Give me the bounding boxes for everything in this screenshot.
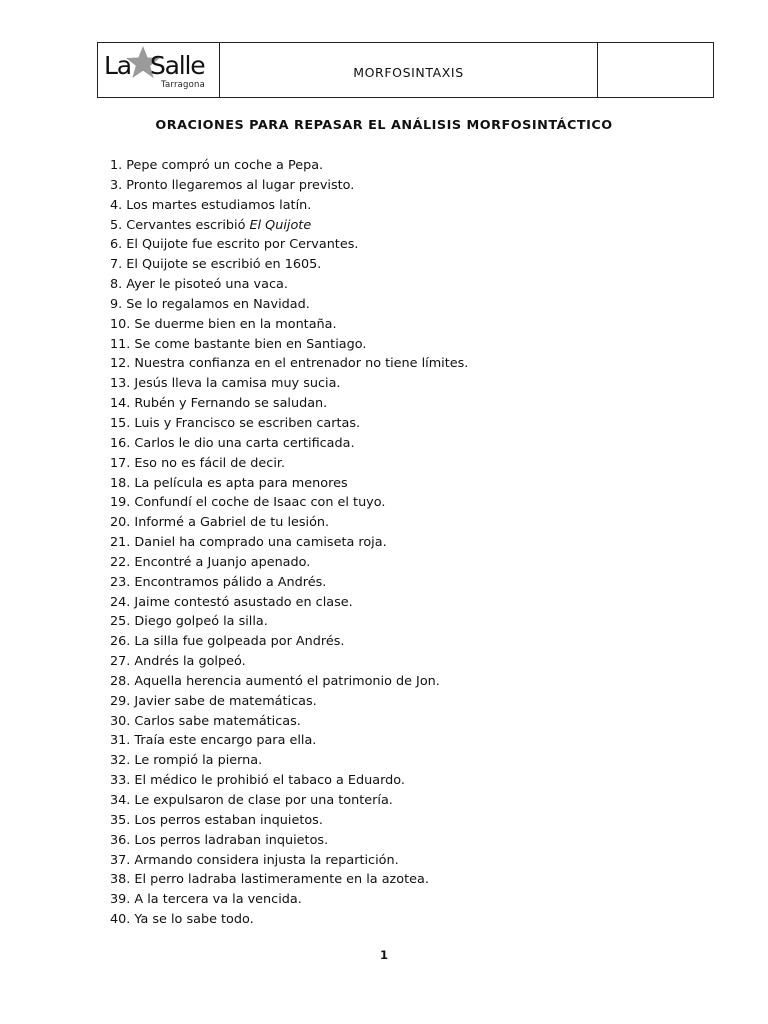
sentence-item: 21. Daniel ha comprado una camiseta roja. (110, 535, 387, 551)
sentence-item: 7. El Quijote se escribió en 1605. (110, 257, 322, 273)
sentence-item: 25. Diego golpeó la silla. (110, 614, 268, 630)
sentence-item: 18. La película es apta para menores (110, 475, 348, 491)
sentence-item: 37. Armando considera injusta la repartición. (110, 852, 399, 868)
sentence-item: 38. El perro ladraba lastimeramente en la azotea. (110, 872, 429, 888)
sentence-item: 22. Encontré a Juanjo apenado. (110, 554, 311, 570)
sentence-item: 34. Le expulsaron de clase por una tontería. (110, 793, 393, 808)
sentence-item: 3. Pronto llegaremos al lugar previsto. (110, 177, 355, 193)
sentence-item: 12. Nuestra confianza en el entrenador no tiene límites. (110, 356, 469, 372)
sentence-item: 19. Confundí el coche de Isaac con el tuyo. (110, 495, 386, 511)
sentence-item: 35. Los perros estaban inquietos. (110, 812, 323, 828)
sentence-item: 9. Se lo regalamos en Navidad. (110, 296, 310, 312)
sentence-item: 31. Traía este encargo para ella. (110, 733, 317, 749)
header-table (97, 42, 714, 98)
sentence-item: 26. La silla fue golpeada por Andrés. (110, 634, 345, 650)
logo-subtitle: Tarragona (161, 80, 206, 90)
sentence-item: 20. Informé a Gabriel de tu lesión. (110, 515, 330, 531)
sentence-list (110, 156, 468, 930)
logo-word-right: Salle (150, 51, 205, 80)
sentence-item: 39. A la tercera va la vencida. (110, 892, 302, 908)
sentence-text: 5. Cervantes escribió (110, 217, 250, 233)
document-heading: ORACIONES PARA REPASAR EL ANÁLISIS MORFOSINTÁCTICO (155, 118, 613, 133)
logo-cell (98, 43, 220, 97)
sentence-item (110, 216, 468, 236)
sentence-item: 23. Encontramos pálido a Andrés. (110, 574, 327, 590)
sentence-item: 6. El Quijote fue escrito por Cervantes. (110, 237, 359, 253)
sentence-item: 27. Andrés la golpeó. (110, 654, 246, 670)
sentence-item: 16. Carlos le dio una carta certificada. (110, 435, 355, 451)
sentence-item: 10. Se duerme bien en la montaña. (110, 316, 337, 332)
sentence-item: 32. Le rompió la pierna. (110, 753, 263, 769)
page-number: 1 (379, 948, 388, 962)
sentence-item: 8. Ayer le pisoteó una vaca. (110, 277, 288, 293)
sentence-item: 11. Se come bastante bien en Santiago. (110, 336, 367, 352)
sentence-item: 24. Jaime contestó asustado en clase. (110, 594, 353, 610)
sentence-item: 15. Luis y Francisco se escriben cartas. (110, 415, 361, 431)
sentence-item: 30. Carlos sabe matemáticas. (110, 713, 301, 729)
sentence-item: 40. Ya se lo sabe todo. (110, 912, 254, 928)
sentence-item: 36. Los perros ladraban inquietos. (110, 832, 329, 848)
header-title: MORFOSINTAXIS (220, 43, 598, 97)
sentence-item: 1. Pepe compró un coche a Pepa. (110, 158, 324, 173)
sentence-item: 13. Jesús lleva la camisa muy sucia. (110, 376, 341, 392)
sentence-item: 28. Aquella herencia aumentó el patrimonio de Jon. (110, 673, 440, 689)
sentence-item: 33. El médico le prohibió el tabaco a Eduardo. (110, 773, 405, 789)
header-right-cell (598, 43, 713, 97)
sentence-italic-title: El Quijote (249, 217, 312, 233)
sentence-item: 17. Eso no es fácil de decir. (110, 455, 286, 471)
logo-word-left: La (104, 51, 131, 80)
sentence-item: 4. Los martes estudiamos latín. (110, 197, 312, 213)
sentence-item: 29. Javier sabe de matemáticas. (110, 693, 317, 709)
sentence-item: 14. Rubén y Fernando se saludan. (110, 396, 328, 412)
